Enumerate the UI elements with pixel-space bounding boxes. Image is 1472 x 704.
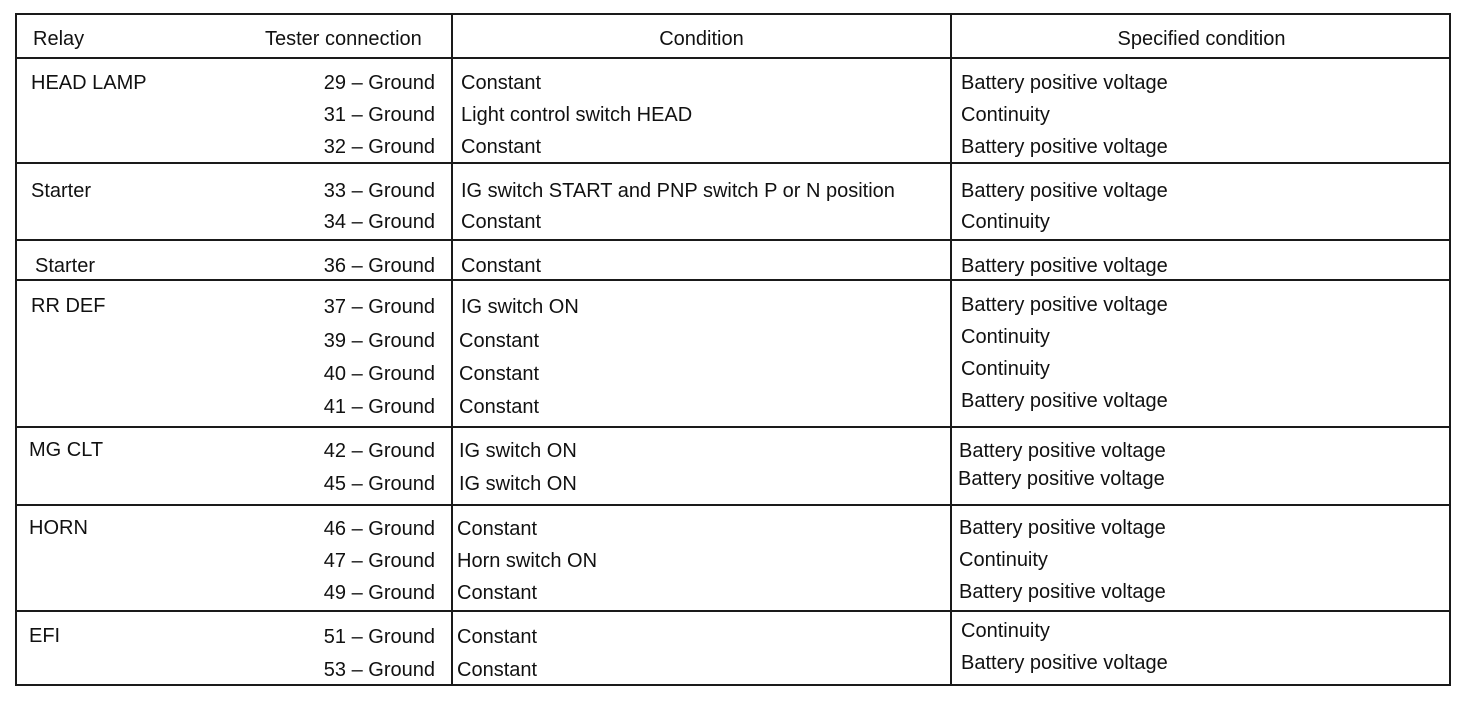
condition-value: Constant [461, 211, 542, 233]
condition-value: Constant [461, 72, 542, 94]
header-tester-connection: Tester connection [265, 28, 422, 50]
specified-value: Battery positive voltage [959, 581, 1166, 603]
table-header-row [17, 15, 1449, 59]
condition-value: Constant [461, 255, 542, 277]
specified-value: Continuity [961, 326, 1050, 348]
relay-name-efi: EFI [29, 625, 61, 647]
relay-name-mg-clt: MG CLT [29, 439, 104, 461]
tester-connection: 29 – Ground [323, 72, 435, 94]
group-divider [17, 504, 1449, 506]
condition-value: Constant [457, 626, 538, 648]
column-divider [950, 15, 952, 684]
condition-value: Constant [457, 582, 538, 604]
header-condition: Condition [659, 28, 744, 50]
condition-value: Constant [459, 363, 540, 385]
header-specified-condition: Specified condition [1117, 28, 1286, 50]
condition-value: IG switch START and PNP switch P or N position [461, 180, 895, 202]
specified-value: Continuity [961, 358, 1050, 380]
relay-name-horn: HORN [29, 517, 88, 539]
tester-connection: 33 – Ground [323, 180, 435, 202]
tester-connection: 53 – Ground [323, 659, 435, 681]
tester-connection: 42 – Ground [323, 440, 435, 462]
condition-value: IG switch ON [459, 440, 577, 462]
relay-name-rr-def: RR DEF [31, 295, 106, 317]
condition-value: Constant [457, 518, 538, 540]
tester-connection: 36 – Ground [323, 255, 435, 277]
condition-value: Constant [457, 659, 538, 681]
specified-value: Continuity [961, 620, 1050, 642]
specified-value: Battery positive voltage [958, 468, 1165, 490]
tester-connection: 51 – Ground [323, 626, 435, 648]
group-divider [17, 279, 1449, 281]
specified-value: Battery positive voltage [961, 652, 1168, 674]
relay-name-starter: Starter [31, 180, 92, 202]
specified-value: Battery positive voltage [961, 294, 1168, 316]
tester-connection: 45 – Ground [323, 473, 435, 495]
condition-value: IG switch ON [459, 473, 577, 495]
condition-value: Constant [459, 396, 540, 418]
relay-name-head-lamp: HEAD LAMP [31, 72, 147, 94]
relay-name-starter: Starter [35, 255, 96, 277]
group-divider [17, 162, 1449, 164]
specified-value: Battery positive voltage [961, 390, 1168, 412]
specified-value: Battery positive voltage [959, 517, 1166, 539]
condition-value: Constant [459, 330, 540, 352]
condition-value: Constant [461, 136, 542, 158]
tester-connection: 41 – Ground [323, 396, 435, 418]
tester-connection: 46 – Ground [323, 518, 435, 540]
tester-connection: 47 – Ground [323, 550, 435, 572]
specified-value: Battery positive voltage [961, 136, 1168, 158]
group-divider [17, 610, 1449, 612]
specified-value: Battery positive voltage [961, 255, 1168, 277]
tester-connection: 31 – Ground [323, 104, 435, 126]
tester-connection: 32 – Ground [323, 136, 435, 158]
specified-value: Continuity [959, 549, 1048, 571]
header-relay: Relay [33, 28, 85, 50]
tester-connection: 34 – Ground [323, 211, 435, 233]
tester-connection: 37 – Ground [323, 296, 435, 318]
group-divider [17, 426, 1449, 428]
specified-value: Continuity [961, 104, 1050, 126]
relay-inspection-table [15, 13, 1451, 686]
tester-connection: 49 – Ground [323, 582, 435, 604]
specified-value: Battery positive voltage [959, 440, 1166, 462]
tester-connection: 39 – Ground [323, 330, 435, 352]
condition-value: IG switch ON [461, 296, 579, 318]
tester-connection: 40 – Ground [323, 363, 435, 385]
specified-value: Continuity [961, 211, 1050, 233]
column-divider [451, 15, 453, 684]
group-divider [17, 239, 1449, 241]
specified-value: Battery positive voltage [961, 72, 1168, 94]
specified-value: Battery positive voltage [961, 180, 1168, 202]
condition-value: Light control switch HEAD [461, 104, 693, 126]
condition-value: Horn switch ON [457, 550, 598, 572]
